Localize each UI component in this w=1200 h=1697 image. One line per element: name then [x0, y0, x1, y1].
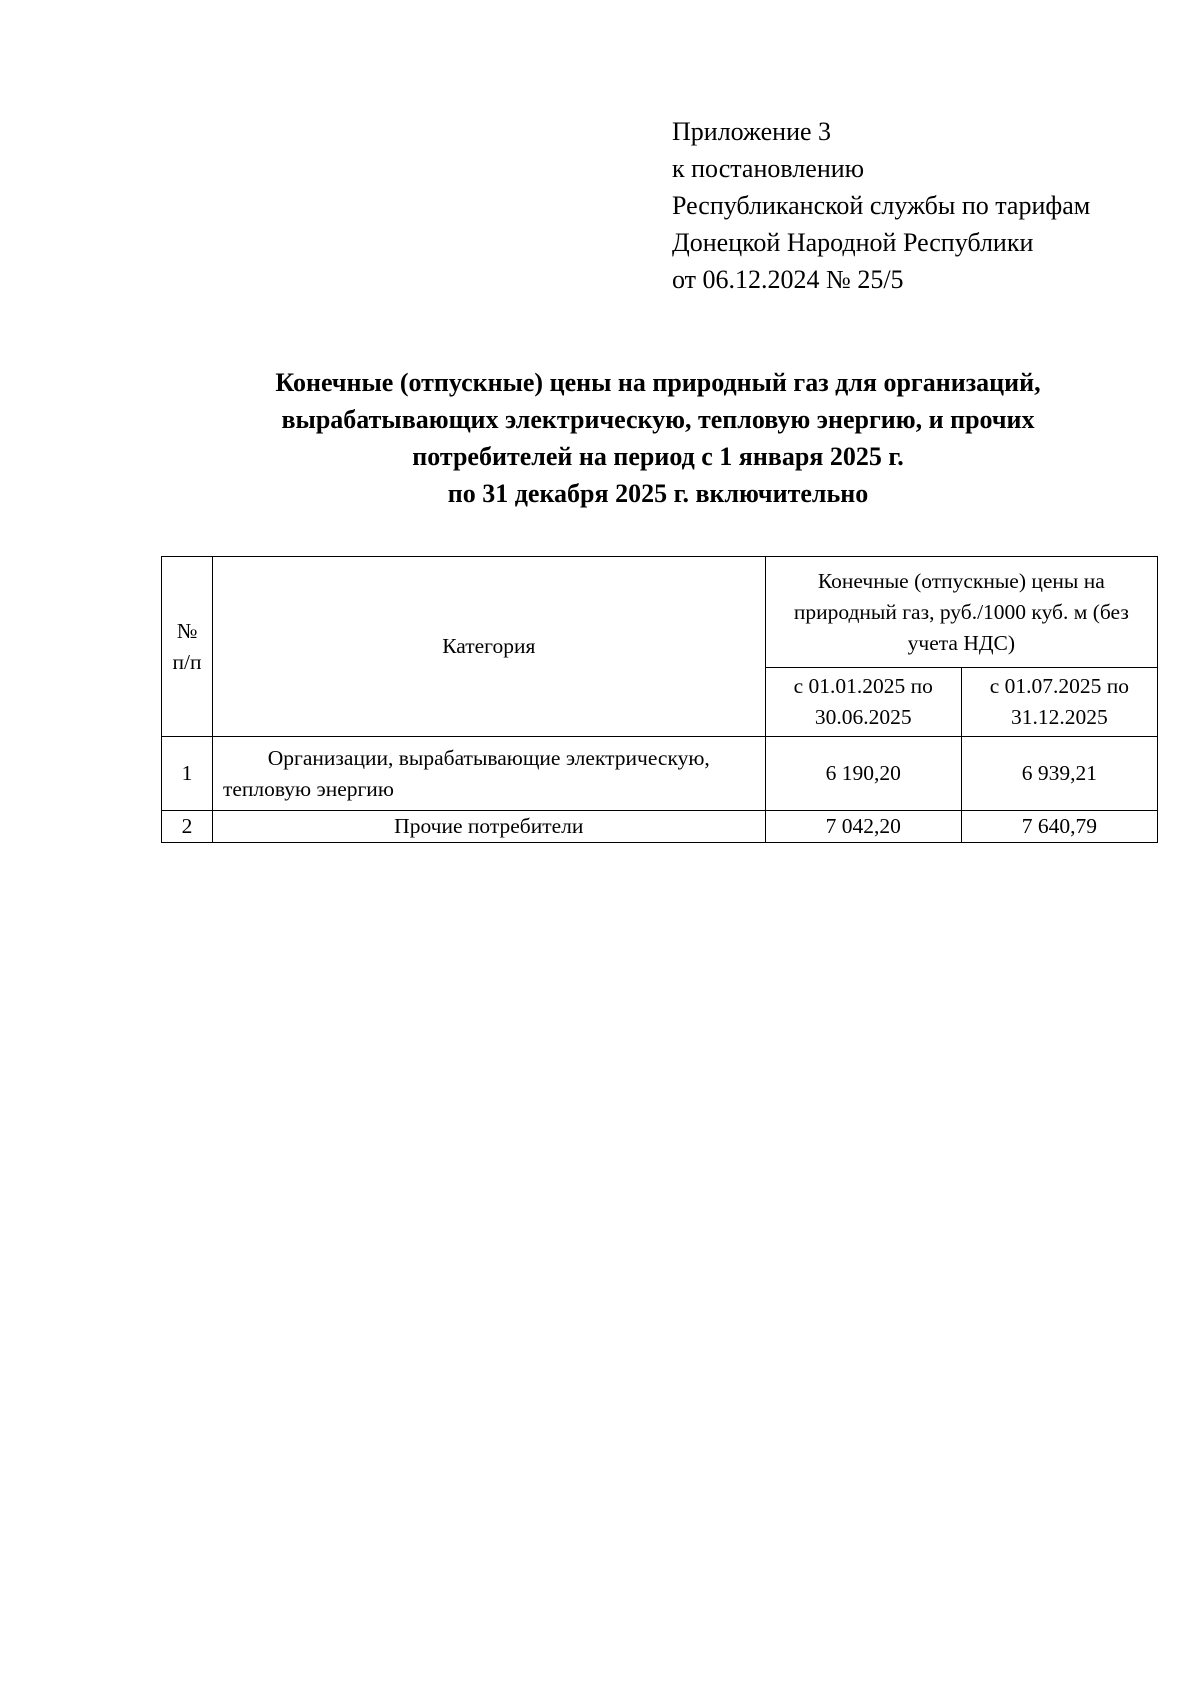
table-row [162, 811, 1158, 843]
row-num-cell: 1 [162, 737, 213, 811]
title-line: потребителей на период с 1 января 2025 г. [412, 442, 904, 471]
header-prices-group-cell: Конечные (отпускные) цены на природный газ, руб./1000 куб. м (без учета НДС) [765, 557, 1157, 668]
row-category-cell: Организации, вырабатывающие электрическую, тепловую энергию [212, 737, 765, 811]
row-price2-cell: 7 640,79 [961, 811, 1157, 843]
appendix-line: к постановлению [672, 154, 865, 183]
header-category-cell: Категория [212, 557, 765, 737]
title-line: по 31 декабря 2025 г. включительно [447, 479, 869, 508]
period1-start: с 01.01.2025 по [793, 674, 933, 698]
period2-start: с 01.07.2025 по [989, 674, 1130, 698]
header-num-symbol: № [176, 618, 198, 643]
row-price1-cell: 7 042,20 [765, 811, 961, 843]
appendix-line: Республиканской службы по тарифам [672, 191, 1091, 220]
table-header-row [162, 557, 1158, 668]
period1-end: 30.06.2025 [814, 705, 912, 729]
appendix-block [672, 113, 1172, 298]
title-line: вырабатывающих электрическую, тепловую энергию, и прочих [281, 405, 1035, 434]
title-line: Конечные (отпускные) цены на природный газ для организаций, [275, 368, 1041, 397]
appendix-line: Приложение 3 [672, 117, 832, 146]
header-period1-cell [765, 668, 961, 737]
header-num-abbrev: п/п [172, 649, 202, 674]
header-num-cell [162, 557, 213, 737]
table-row [162, 737, 1158, 811]
period2-end: 31.12.2025 [1011, 705, 1108, 729]
row-num-cell: 2 [162, 811, 213, 843]
row-category-cell: Прочие потребители [212, 811, 765, 843]
appendix-line: Донецкой Народной Республики [672, 228, 1034, 257]
row-price1-cell: 6 190,20 [765, 737, 961, 811]
header-period2-cell [961, 668, 1157, 737]
document-title [150, 364, 1166, 512]
appendix-line: от 06.12.2024 № 25/5 [672, 265, 904, 294]
row-price2-cell: 6 939,21 [961, 737, 1157, 811]
price-table [161, 556, 1158, 843]
